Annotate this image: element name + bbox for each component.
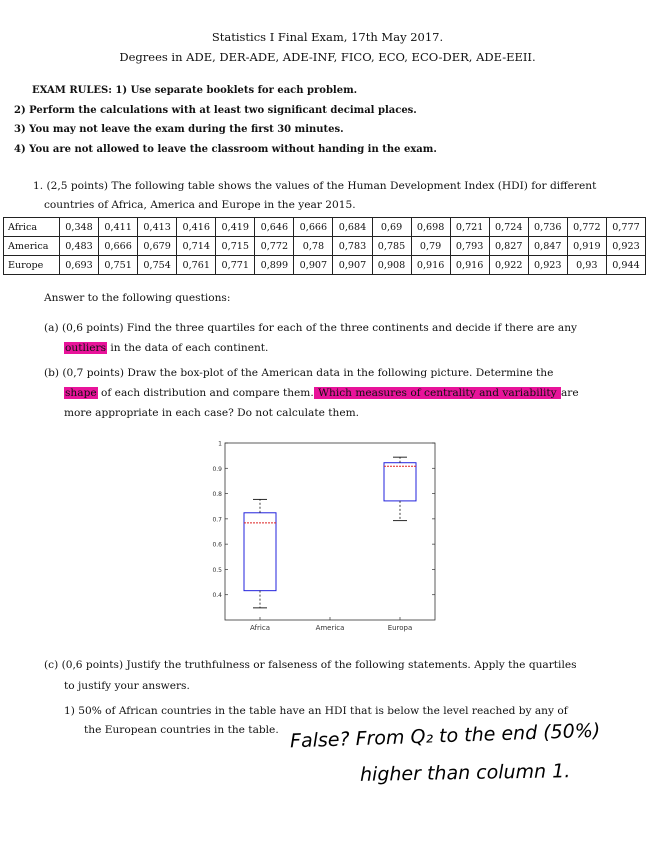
x-tick-label: America — [315, 624, 345, 632]
row-label: Africa — [4, 218, 60, 237]
table-cell: 0,907 — [294, 256, 333, 275]
rule-1: EXAM RULES: 1) Use separate booklets for each problem. — [32, 85, 358, 96]
table-cell: 0,919 — [567, 237, 606, 256]
y-tick-label: 0.4 — [212, 592, 222, 600]
y-tick-label: 0.7 — [212, 516, 222, 524]
table-cell: 0,771 — [216, 256, 255, 275]
table-cell: 0,93 — [567, 256, 606, 275]
question-a-rest: in the data of each continent. — [107, 342, 269, 354]
y-tick-label: 0.6 — [212, 541, 222, 549]
table-cell: 0,916 — [411, 256, 450, 275]
table-cell: 0,715 — [216, 237, 255, 256]
y-tick-label: 0.8 — [212, 491, 222, 499]
table-cell: 0,69 — [372, 218, 411, 237]
question-c-line2: to justify your answers. — [64, 680, 190, 692]
table-cell: 0,413 — [138, 218, 177, 237]
table-cell: 0,827 — [489, 237, 528, 256]
table-cell: 0,772 — [255, 237, 294, 256]
table-row — [4, 218, 646, 237]
question-b-line2 — [64, 387, 579, 399]
table-cell: 0,944 — [606, 256, 645, 275]
boxplot-chart — [195, 438, 455, 638]
plot-frame — [225, 443, 435, 620]
table-cell: 0,754 — [138, 256, 177, 275]
y-tick-label: 1 — [218, 440, 222, 448]
table-cell: 0,923 — [528, 256, 567, 275]
rule-4: 4) You are not allowed to leave the classroom without handing in the exam. — [14, 144, 437, 155]
y-tick-label: 0.9 — [212, 465, 222, 473]
table-cell: 0,79 — [411, 237, 450, 256]
table-cell: 0,411 — [99, 218, 138, 237]
table-cell: 0,783 — [333, 237, 372, 256]
table-cell: 0,416 — [177, 218, 216, 237]
table-cell: 0,348 — [60, 218, 99, 237]
table-cell: 0,777 — [606, 218, 645, 237]
highlight-outliers: outliers — [65, 342, 107, 354]
table-cell: 0,419 — [216, 218, 255, 237]
table-cell: 0,666 — [294, 218, 333, 237]
table-cell: 0,721 — [450, 218, 489, 237]
highlight-shape: shape — [65, 387, 97, 399]
box — [384, 463, 416, 501]
table-cell: 0,684 — [333, 218, 372, 237]
table-cell: 0,679 — [138, 237, 177, 256]
table-cell: 0,693 — [60, 256, 99, 275]
table-cell: 0,751 — [99, 256, 138, 275]
table-cell: 0,899 — [255, 256, 294, 275]
table-cell: 0,916 — [450, 256, 489, 275]
rule-3: 3) You may not leave the exam during the first 30 minutes. — [14, 124, 344, 135]
table-cell: 0,714 — [177, 237, 216, 256]
table-cell: 0,666 — [99, 237, 138, 256]
row-label: America — [4, 237, 60, 256]
table-cell: 0,923 — [606, 237, 645, 256]
exam-title: Statistics I Final Exam, 17th May 2017. — [211, 30, 444, 44]
table-cell: 0,646 — [255, 218, 294, 237]
row-label: Europe — [4, 256, 60, 275]
question-b-line3: more appropriate in each case? Do not calculate them. — [64, 407, 359, 419]
x-tick-label: Africa — [250, 624, 270, 632]
rule-2: 2) Perform the calculations with at least two significant decimal places. — [14, 105, 417, 116]
table-cell: 0,908 — [372, 256, 411, 275]
question-a-line2 — [64, 342, 268, 354]
table-row — [4, 237, 646, 256]
degrees-line: Degrees in ADE, DER-ADE, ADE-INF, FICO, ECO, ECO-DER, ADE-EEII. — [119, 50, 536, 64]
table-cell: 0,847 — [528, 237, 567, 256]
question-b-mid: of each distribution and compare them. — [97, 387, 314, 399]
question-a-line1: (a) (0,6 points) Find the three quartiles for each of the three continents and decide if there are any — [44, 322, 578, 334]
table-cell: 0,772 — [567, 218, 606, 237]
problem-intro-line2: countries of Africa, America and Europe in the year 2015. — [44, 199, 356, 211]
question-b-line1: (b) (0,7 points) Draw the box-plot of the American data in the following picture. Determine the — [44, 367, 554, 379]
hdi-table — [3, 217, 646, 275]
problem-intro-line1: 1. (2,5 points) The following table shows the values of the Human Development Index (HDI) for different — [33, 180, 597, 192]
handwritten-answer-line2: higher than column 1. — [359, 760, 571, 786]
table-cell: 0,78 — [294, 237, 333, 256]
statement-1-line2: the European countries in the table. — [84, 724, 279, 736]
x-tick-label: Europa — [387, 624, 413, 632]
table-cell: 0,907 — [333, 256, 372, 275]
answer-intro: Answer to the following questions: — [44, 292, 231, 304]
table-cell: 0,922 — [489, 256, 528, 275]
table-cell: 0,483 — [60, 237, 99, 256]
box — [244, 513, 276, 591]
handwritten-answer-line1: False? From Q₂ to the end (50%) — [289, 719, 601, 753]
highlight-measures: Which measures of centrality and variability — [314, 387, 560, 399]
table-cell: 0,793 — [450, 237, 489, 256]
statement-1-line1: 1) 50% of African countries in the table have an HDI that is below the level reached by any of — [64, 705, 568, 717]
table-cell: 0,698 — [411, 218, 450, 237]
question-b-end: are — [560, 387, 579, 399]
table-row — [4, 256, 646, 275]
table-cell: 0,785 — [372, 237, 411, 256]
y-tick-label: 0.5 — [212, 566, 222, 574]
question-c-line1: (c) (0,6 points) Justify the truthfulness or falseness of the following statements. Apply the quartiles — [44, 659, 577, 671]
table-cell: 0,724 — [489, 218, 528, 237]
table-cell: 0,736 — [528, 218, 567, 237]
table-cell: 0,761 — [177, 256, 216, 275]
